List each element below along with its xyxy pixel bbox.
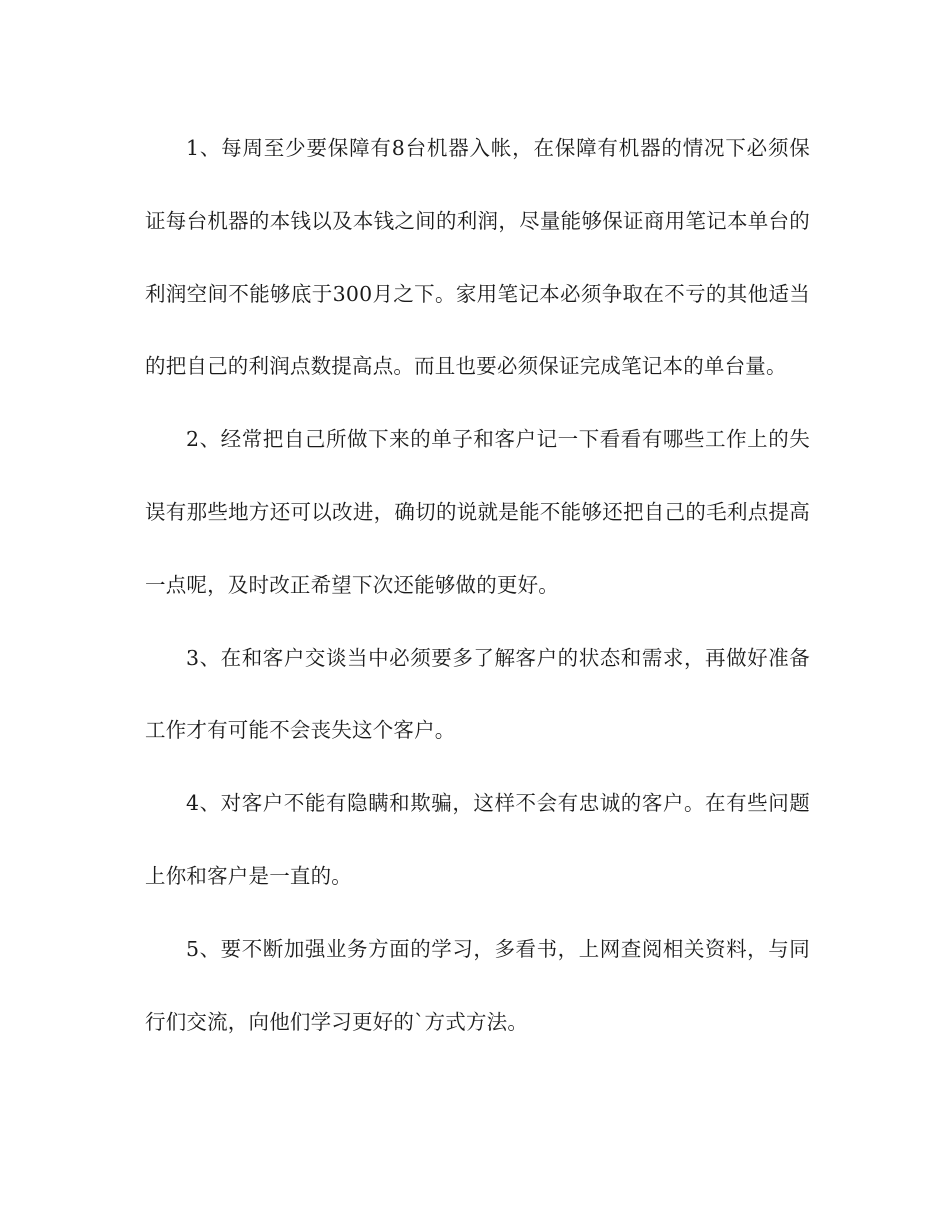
paragraph-5: 5、要不断加强业务方面的学习，多看书，上网查阅相关资料，与同行们交流，向他们学习更好的`方式方法。 — [145, 936, 810, 1034]
paragraph-2: 2、经常把自己所做下来的单子和客户记一下看看有哪些工作上的失误有那些地方还可以改进，确切的说就是能不能够还把自己的毛利点提高一点呢，及时改正希望下次还能够做的更好。 — [145, 427, 810, 597]
paragraph-4: 4、对客户不能有隐瞒和欺骗，这样不会有忠诚的客户。在有些问题上你和客户是一直的。 — [145, 791, 810, 888]
paragraph-3: 3、在和客户交谈当中必须要多了解客户的状态和需求，再做好准备工作才有可能不会丧失这个客户。 — [145, 645, 810, 743]
document-body — [145, 112, 810, 1058]
paragraph-1: 1、每周至少要保障有8台机器入帐，在保障有机器的情况下必须保证每台机器的本钱以及本钱之间的利润，尽量能够保证商用笔记本单台的利润空间不能够底于300月之下。家用笔记本必须争取在不亏的其他适当的把自己的利润点数提高点。而且也要必须保证完成笔记本的单台量。 — [145, 136, 810, 379]
